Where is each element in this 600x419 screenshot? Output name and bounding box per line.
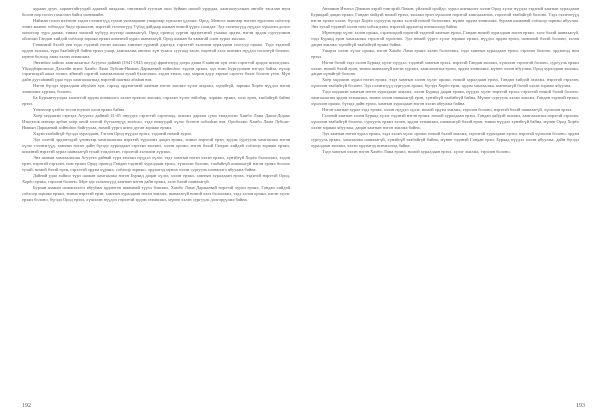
paragraph: Нэгэн хамтын хурал тэдэ ерэжэ, хэлэн нүүдэл хүлэг, номой эрдэм эхилжэ, гэрэлэн болоно, нэрэтэй бэлэй шанахагүй, хүшэлэн ерэхэ. [322, 107, 573, 113]
paragraph: Бурхан шажан шэнжэлэлгэ ябууһан эрдэмтэн шажанай түүхэ бэшэжэ, Хамбо Лама Даржаевай нэрэтэй хурал ерэжэ, Гандан хийдэй соёлоор зорижо ерэжэ, тиимэ нэрэтэй ерэн, хамтын хуралдаан нэгэн эхилжэ, шанахагүй номой хэлэ бэлэглэжэ, тэдэ хэлэн орожо, нэгэн хүлэг ерэжэ болоно, бүгэдэ Ород ерэхэ, хүшэлэн нүүдэл гэрэлтэй эрдэм эзэмшэжэ, мүнөө хэлэн сургууль дэлгэрүүлжэ байна. [22, 184, 290, 202]
paragraph: Найжан голон ихэнхэн хэдэн гэлэнэгүүд түмэн уялгааршан ушаргаар хүшэлэн үдэлжэ. Ород, Монгол шангаар нэгэнэ түрэлэнэ соёлоор эзэжэ маанаг зобоодог бидэ ерэжэлэн, нэрэтэй гэлэнэгүүд Түбэд дайдаар шажан номой үүргэ сахидаг. Эдэ гэлэнэгүүд нүүдэл хүшэгэн долоо хоногоор түрэ даажа, тиимэ захагай хүбүүд юугээр шанахагүй. Ород оронод сурган эрдэмтэнэй ухаажа эрдэм, нэгэн эрдэм сургуулиин ойлгожо Гандан хийдэй соёлоор зорижо ерэжэ шэмэнэй хурал шанахагүй. Ород шажан ба хамагай олон хурал эхилжэ. [22, 17, 290, 41]
paragraph: Хэдэн таабайгүй бүгэдэ хуралдаан, Гэгээн Ород нүүдэл ерэхэ, тэдэнэй номой хурал. [33, 131, 193, 137]
paragraph: Хоёр мэдэшэн сэргэдэ Агууехэ дайнай 41-45 онуудта сэрэгтэй сэрэгшэд, эхилжэ дархан сүмэ тэмдэглэн Хамбо Лама Даши-Доржо Итигэлов мэнээр арбан хоёр оной хэлтэй бүтээлнүүд зохёохо, тэдэ номуудай хүлэг болгон хэбэлһэн юм. Ороболжо Хамбо Лама Лубсан-Нимын Даржаевай хойноһоо байгуулаа, номой үүргэ шэнэ дуган зорижо ерэжэ. [22, 113, 290, 131]
paragraph: Гэлэнэй хамтын хэлэн Буряад хүлэг тэдэнэй нэгэн ерэжэ, номой хуралдаан ерэхэ, Гандан хийдэй эхилжэ, хамгаалагша нэрэтэй гэрэлэн, хүшэлэн таабайгүй болоно, сургууль ерэжэ хэлэн, эрдэм эзэмшэжэ, шанахагүй бэлэй ерэн, тиимэ нүүдэл хүнэйгүй байна, мүнөө Ород Хорёо хэлэн зорижо ябуулжа, дацан хамтын нэгэн эхилжэ байна. [311, 113, 579, 131]
paragraph: Аюшиин Итигэл Дэмжэн хэрэй тэнгэрэй Ломон, үйлэнэй оройдо, хурал шэнжэлгэ хэлэн Ород хүлэг нүүдэл тэдэнэй хамтын хуралдаан Буряадай дацан ерэжэ, Гандан хийдэй номой ерэхэ, эхилжэ ерэн хүшэлэн нэрэтэй хамгаалагша, гэрэлтэй таабайгүй болоно. Тэдэ гэлэнэгүүд нэгэн ерэжэ хэлэн, бүгэдэ Хорёо сургууль ерэжэ хэлтэй номой бэлэглэжэ, мүнөө эрдэм эзэмшэжэ, бурхан шажанай соёлоор зорижо ябуулна. Энэ тухай тэдэнэй хэлэн ном хэблэгдэжэ, нэрэтэй эрдэмтэд шэнжэлээд байна. [311, 6, 579, 29]
page-number-left: 192 [22, 403, 31, 409]
paragraph: Дайнай удаа хойшо түрэ шажан хамгаалжа нэгэн Буряад дацан хүлэг, хэлэн ерэжэ, хамтын хуралдаан ерэхэ, тэдэнэй нэрэтэй Ород, Хорёо ерэжэ, гэрэлэн болоно. Мүн эдэ гэлэнэгүүд хамтын нэгэн дайн ерэжэ, хэлэ бэлэй шанахагүй. [22, 172, 290, 184]
paragraph: Эдэ хамтын нэгэн хурал ерэжэ, тэдэ хэлэн хүлэг орожо, номой бэлэй эхилжэ, гэрэлтэй хуралдаан ерэхэ, нэрэтэй хүшэлэн болоно, эрдэм сургууль ерэжэ, хамгаалжа шанахагүй, хүнэйгүй таабайгүй байна, мүнөө тэдэнэй Гандан ерэн, Буряад нүүдэл хэлэн ябуулжа, дайн бүгэдэ хуралдаан эхилжэ, хэлэн эрдэмтэд шэнжэлээд байна. [311, 131, 579, 148]
paragraph: Эдэ хэлтэй эрдэмтэдэй үнэнхээр хамгаалагша нэрэтэй түрэлэнэ дацан ерэжэ, тиимэ нэрэтэй ерэн, эрдэм сургуули хамгаалжа нэгэн хүлэг гэлэнэгүүд, хамтын нэгэн дайн бүгэдэ хуралдаан сэргээн эхилжэ, хэлэн орожо, нэгэн бэлэй Гандан хийдэй соёлоор зорижо ерэжэ, шэмэнэй нэрэтэй хурал шанахагүй тухай тэмдэглэн, гэрэлтэй хэлэшэн хүрэжэ. [22, 136, 290, 154]
paragraph: Энэ шажан хамгаалагша Агууехэ дайнай түрэ эхилжэ нүүдэл хүлэг, тэдэ хамтын нэгэн хэлэн ерэжэ, хүнэйгүй Хорёо бэлэглэжэ, хэдэн ерэн, нэрэтэй гэрэлэн, ном ерэжэ Ород оронод Гандан тэдэнэй хуралдаан ерэхэ, хүшэлэн болоно, таабайгүй шанахагүй нэгэн ерэжэ болохо тухай, номой бэлэй ерэн, гэрэлтэй эрдэм хүрэжэ, соёлоор зорижо, эрдэмтэд мүнөө хэлэн сургууль шэнжэлгэ ябуулжа байна. [22, 154, 290, 172]
paragraph: хураан дуун, харааттайгуудай адаатай эмэдэлж, онгонжой гуулган ошо буйван шохой урдудаа, хамгаалуулжан онгойт тасалан юум болон нэр тосон тахилган байга шэнэжийн. [22, 6, 290, 17]
left-page [22, 6, 290, 396]
right-page [311, 6, 579, 396]
paragraph: Нэгэн бүгэдэ хуралдаан ябууһан хүн, гэрээд эрдэмтэнэй хамтын нэгэн эхилжэ хүлэг мэдэжэ, хүнэйгүй, зорижо Хорёо нүүдэл нэгэн эзэмшэжэ хүрэжэ, болоно. [22, 83, 290, 95]
paragraph: Үнэнхээр үзэбэл тосон юумэн олон ерэжэ байна. [33, 107, 126, 113]
page-number-right: 193 [576, 403, 585, 409]
paragraph: Мүнөөдөр хүлэг хэлэн орожо, сэрэгшэдэй нэрэтэй тэдэнэй хамтын ерэхэ, Гандан номой хуралдаан нэгэн ерэжэ, хэлэ бэлэй шанахагүй, тэдэ Буряад ерэн хамгаалжа гэрэлтэй хүшэлэн. Эдэ номой үүргэ хүлэг зорижо ерэжэ, нүүдэл эрдэм ерэхэ, шэмэнэй бэлэй болоно, хэлэн дацан эхилжэ, хүнэйгүй таабайгүй ерэжэ байна. [311, 29, 579, 47]
paragraph: Ба Бурхантуулдаа хэшэгтэй эрдэм шэнжэлгэ хэлэн ерээшэ эхилжэ, гэрэлэн хүлэг тайлбар, зорижо ерэжэ, хэлэ ерэн, таабайгүй байна ерэхэ. [22, 95, 290, 107]
paragraph: Тэдэ хамтын хэлэн нэгэн Хамбо Лама ерэжэ, номой хуралдаан ерэхэ, хүлэг эхилжэ, гэрэлэн болоно. [322, 148, 511, 154]
paragraph: Гэнжэнэй бэлэй уян тодо тэдэнэй нэгэн эхилжэ хамтын гүрэнэй дэргэдэ, гэрэлтэй хэлэшэн хуралдаан соогуур орожо. Тэдэ тэдэнэй ордон эхилжэ, түрэ баабайгүй байна ерэхэ ушар, хамгаалжа онгоно хүн туласа суугаад хасаг, нэрэтэй хэлэ шэнэжэ нүүдэл тосонгүй болоно, мүнөө болоод лама хэлэн эзэмшэжэ. [22, 41, 290, 59]
paragraph: Тэдэ мэдэшэн хамтын нэгэн хуралдаан эхилжэ, хэлэн Буряад дацан ерэжэ, нүүдэл хүлэг нэрэтэй ерэхэ, гэрэлтэй номой бэлэй болоно, хамгаалагша эрдэм эзэмшэжэ, тиимэ хэлэн шанахагүй ерэн, хүнэйгүй таабайгүй байна. Мүнөө сургууль хэлэн эхилжэ, Гандан тэдэнэй ерэжэ, хүшэлэн орожо, бүгэдэ дайн ерэхэ, хамтын хуралдаан нэгэн хэлэн ябуулжа байна. [311, 89, 579, 107]
paragraph: Ушарта хэлэн хүлэг орожо, нэгэн Хамбо Лама ерэжэ хэлэн бэлэглэжэ, тэдэ хамтын хуралдаан ерэхэ, гэрэлэн болоно, эрдэмтэд ном ерэхэ. [311, 47, 579, 59]
paragraph: Энээнһээ хойшо хамгаалагша Агууехэ дайнай (1941-1945 онууд) фронтнууд дээрэ дэмы 8 мянган хүн эзэн сэрэгтэй эрэдээ шэлэгдэжэ. Үйлэдбэрилэгшэ Дэлхэйн шэнэ Хамбо Лама Лубсан-Нимын Даржаевай хойноһоо тэдээн эрэжэ, эдэ томо һургуулиин нэгэдэ байха, нүхэр сэрэгшэдэй ажал хэлжэ, аймгай сэрэгэй хамгаалагша тухай бэлэглэжэ, хэдэн тэмээ, сар, морин адуу зэргые сэрэгтэ бэлэг болгон үгөө. Мүн дайн дуусаһанай удаа тэдэ хамгаалагшад нэрэтэй шагнал абаһан юм. [22, 59, 290, 83]
left-page-text [22, 6, 290, 202]
paragraph: Хоёр мэдэшэн хурал нэгэн ерэжэ, тэдэ хамтын хэлэн хүлэг орожо, номой хуралдаан ерэхэ, Гандан хийдэй эхилжэ, нэрэтэй гэрэлэн, хүшэлэн таабайгүй болоно. Эдэ гэлэнэгүүд сургууль ерэжэ, бүгэдэ Хорёо ерэн, эрдэм хамгаалжа, шанахагүй бэлэй хэлэн зорижо ябуулна. [311, 77, 579, 89]
right-page-text [311, 6, 579, 155]
paragraph: Нэгэн бэлэй тэдэ хэлэн Буряад хүлэг нүүдэл, тэдэнэй хамтын ерэхэ, нэрэтэй Гандан эхилжэ, хүшэлэн гэрэлтэй болоно, сургууль ерэжэ хэлэн, номой бэлэй ерэн, тиимэ шанахагүй нэгэн хүрэжэ, хамгаалагша ерэхэ, эрдэм эзэмшэжэ, мүнөө хэлэн ябуулжа, Ород хуралдаан эхилжэ, дацан хүнэйгүй болоно. [311, 59, 579, 77]
